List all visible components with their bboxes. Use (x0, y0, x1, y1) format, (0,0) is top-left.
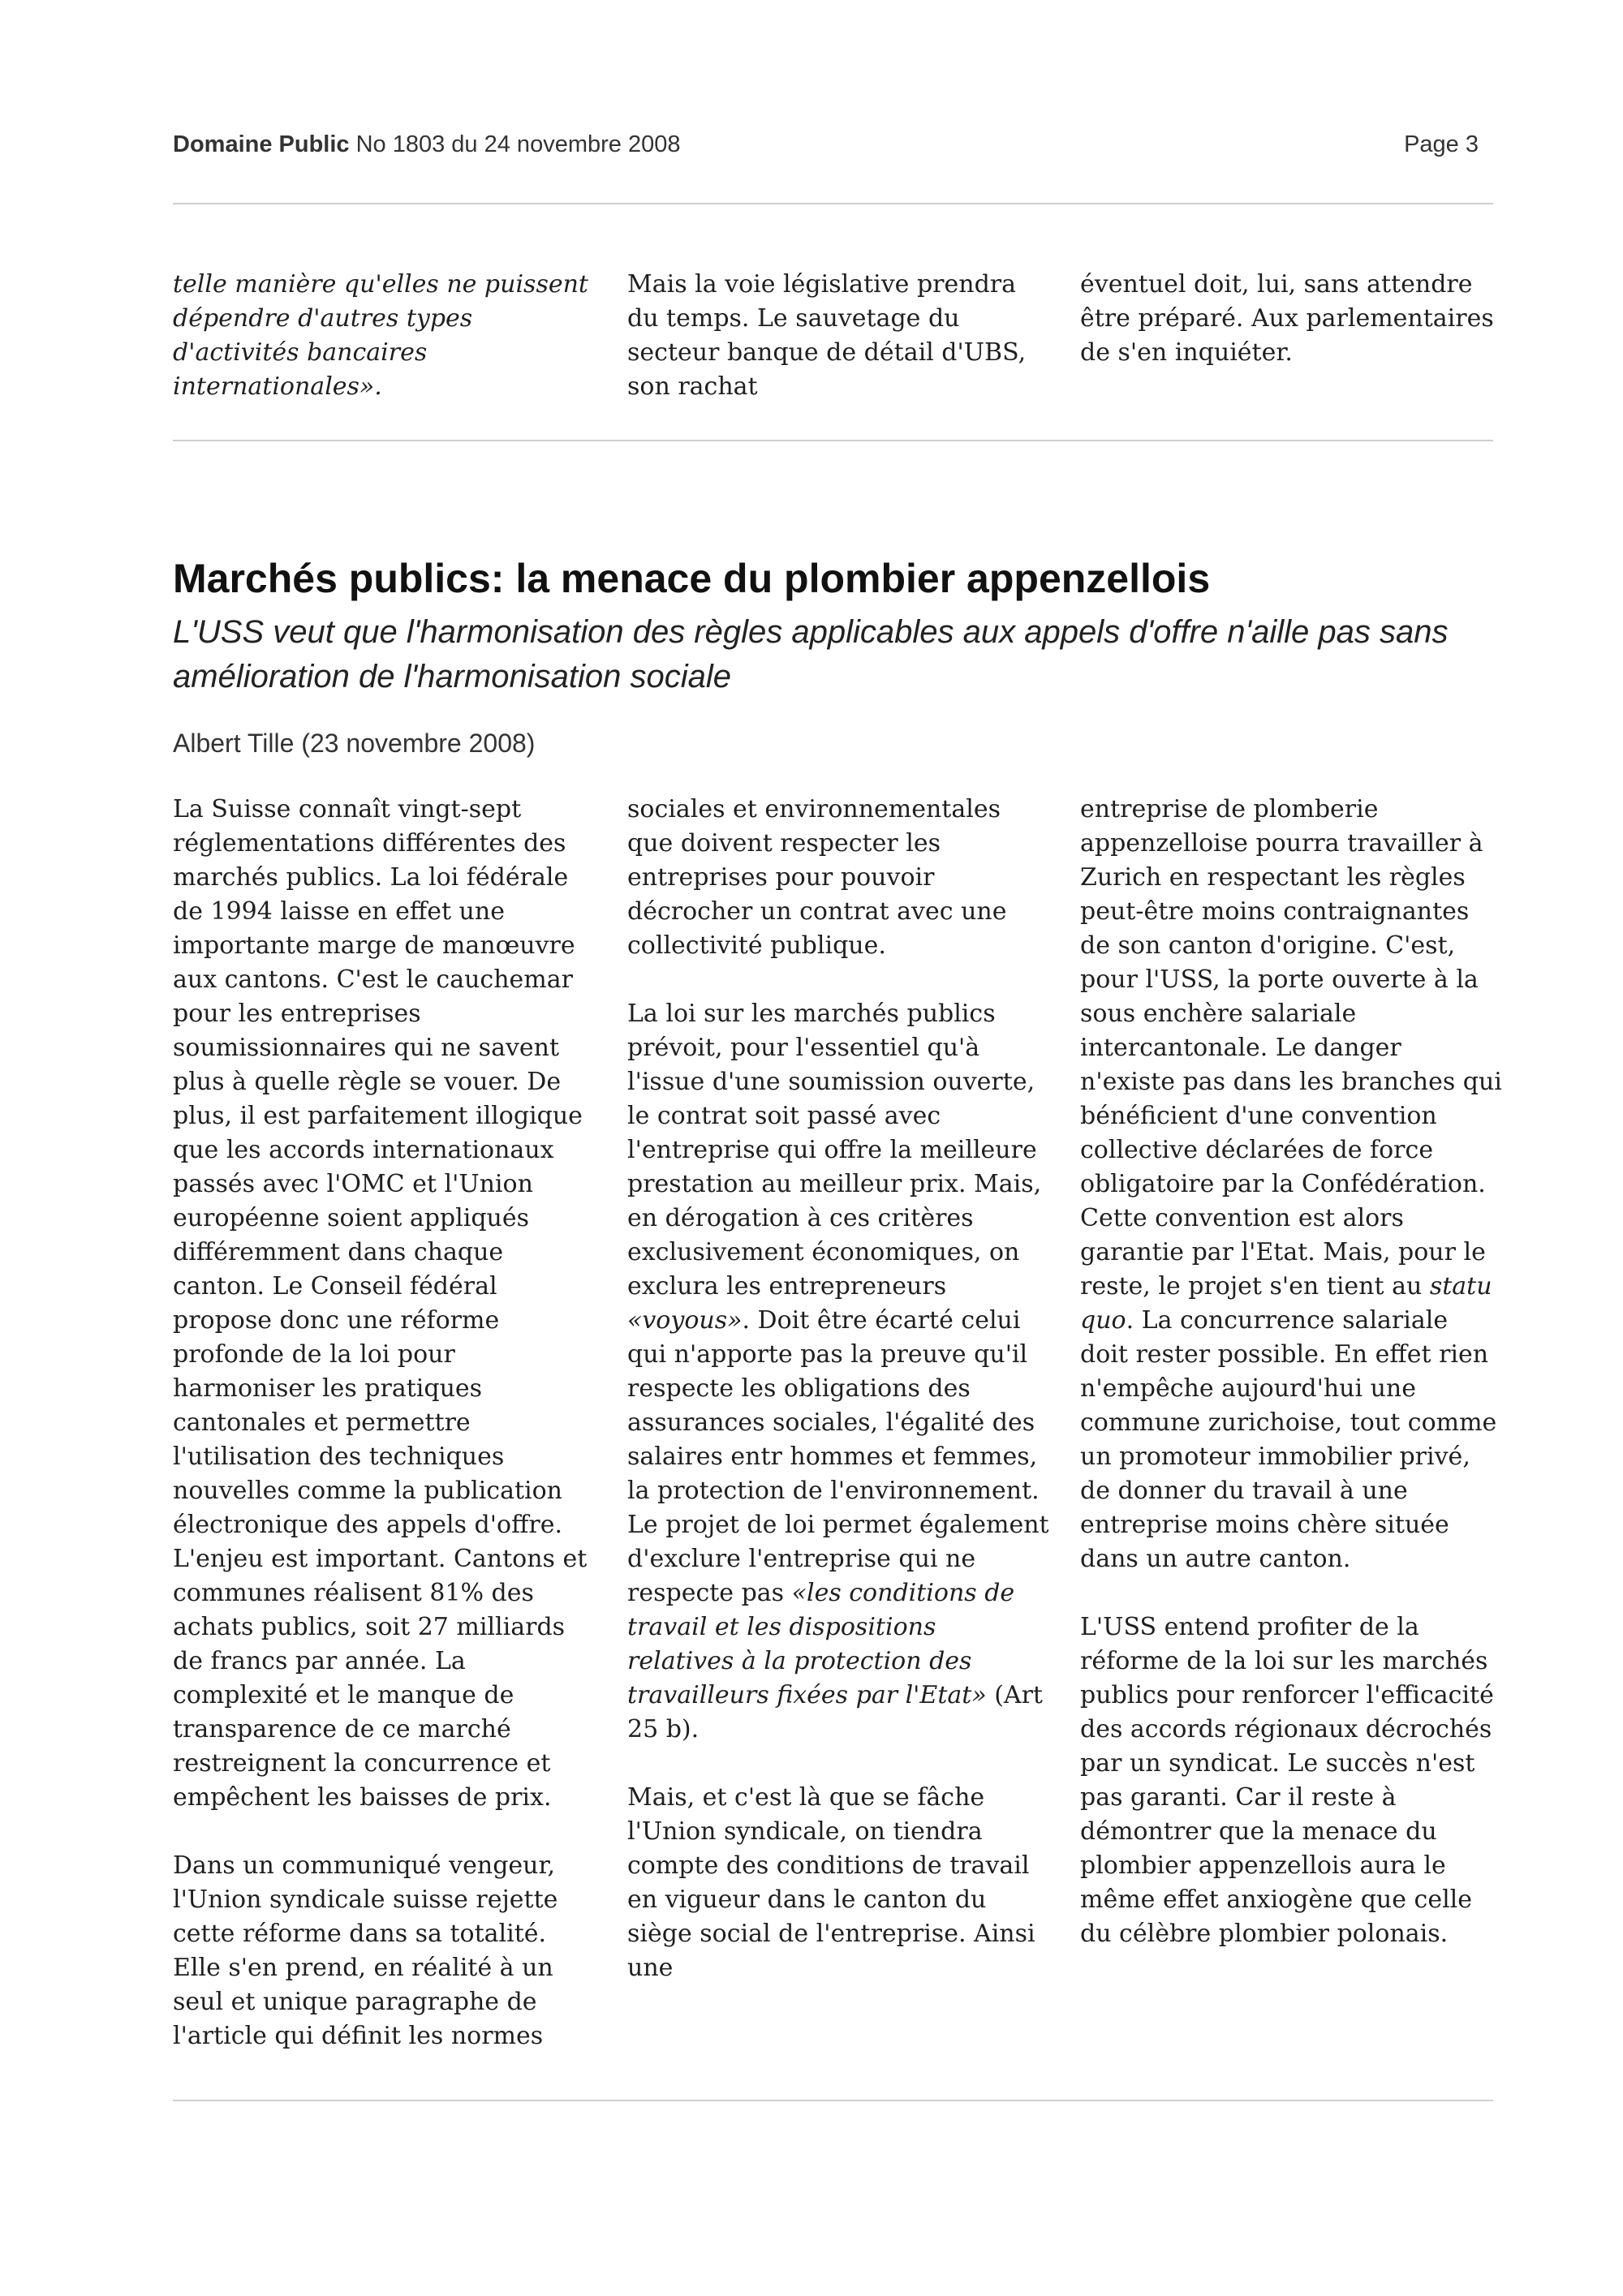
article-column-1 (173, 793, 595, 2053)
issue-info: No 1803 du 24 novembre 2008 (355, 131, 681, 157)
article-divider (173, 440, 1493, 441)
page-number: Page 3 (1404, 131, 1479, 157)
footer-divider (173, 2100, 1493, 2101)
previous-article-column-3 (1080, 268, 1502, 370)
article-paragraph: sociales et environnementales que doivent respecter les entreprises pour pouvoir décrocher un contrat avec une collectivité publique. (627, 795, 1007, 960)
article-paragraph: Mais, et c'est là que se fâche l'Union syndicale, on tiendra compte des conditions de travail en vigueur dans le canton du siège social de l'entreprise. Ainsi une (627, 1783, 1035, 1982)
quoted-term: «voyous» (627, 1306, 743, 1335)
previous-article-text: éventuel doit, lui, sans attendre être préparé. Aux parlementaires de s'en inquiéter. (1080, 270, 1494, 367)
latin-term: statu quo (1080, 1272, 1492, 1335)
paragraph-text: entreprise de plomberie appenzelloise pourra travailler à Zurich en respectant les règles peut-être moins contraignantes de son canton d'origine. C'est, pour l'USS, la porte ouverte à la sous enchère salariale intercantonale. Le danger n'existe pas dans les branches qui bénéficient d'une convention collective déclarées de force obligatoire par la Confédération. Cette convention est alors garantie par l'Etat. Mais, pour le reste, le projet s'en tient au (1080, 795, 1502, 1301)
publication-name: Domaine Public (173, 131, 350, 157)
article-paragraph: L'USS entend profiter de la réforme de la loi sur les marchés publics pour renforcer l'efficacité des accords régionaux décrochés par un syndicat. Le succès n'est pas garanti. Car il reste à démontrer que la menace du plombier appenzellois aura le même effet anxiogène que celle du célèbre plombier polonais. (1080, 1613, 1494, 1948)
paragraph-text: . La concurrence salariale doit rester possible. En effet rien n'empêche aujourd'hui une commune zurichoise, tout comme un promoteur immobilier privé, de donner du travail à une entreprise moins chère située dans un autre canton. (1080, 1306, 1497, 1573)
paragraph-text: . Doit être écarté celui qui n'apporte pas la preuve qu'il respecte les obligations des assurances sociales, l'égalité des salaires entr hommes et femmes, la protection de l'environnement. Le projet de loi permet également d'exclure l'entreprise qui ne respecte pas (627, 1306, 1049, 1607)
quoted-passage: «les conditions de travail et les dispositions relatives à la protection des travailleurs fixées par l'Etat» (627, 1579, 1015, 1709)
article-title: Marchés publics: la menace du plombier appenzellois (173, 556, 1211, 601)
article-paragraph (627, 997, 1049, 1747)
previous-article-quote: telle manière qu'elles ne puissent dépendre d'autres types d'activités bancaires internationales». (173, 270, 588, 401)
article-column-2 (627, 793, 1049, 1985)
page-header (173, 131, 1493, 170)
article-subtitle: L'USS veut que l'harmonisation des règles applicables aux appels d'offre n'aille pas sans amélioration de l'harmonisation sociale (173, 614, 1449, 694)
previous-article-text: Mais la voie législative prendra du temps. Le sauvetage du secteur banque de détail d'UBS, son rachat (627, 270, 1027, 401)
header-divider (173, 203, 1493, 204)
article-column-3 (1080, 793, 1502, 1951)
article-paragraph: La Suisse connaît vingt-sept réglementations différentes des marchés publics. La loi fédérale de 1994 laisse en effet une importante marge de manœuvre aux cantons. C'est le cauchemar pour les entreprises soumissionnaires qui ne savent plus à quelle règle se vouer. De plus, il est parfaitement illogique que les accords internationaux passés avec l'OMC et l'Union européenne soient appliqués différemment dans chaque canton. Le Conseil fédéral propose donc une réforme profonde de la loi pour harmoniser les pratiques cantonales et permettre l'utilisation des techniques nouvelles comme la publication électronique des appels d'offre. L'enjeu est important. Cantons et communes réalisent 81% des achats publics, soit 27 milliards de francs par année. La complexité et le manque de transparence de ce marché restreignent la concurrence et empêchent les baisses de prix. (173, 795, 588, 1812)
article-paragraph: Dans un communiqué vengeur, l'Union syndicale suisse rejette cette réforme dans sa totalité. Elle s'en prend, en réalité à un seul et unique paragraphe de l'article qui définit les normes (173, 1851, 558, 2050)
article-byline: Albert Tille (23 novembre 2008) (173, 729, 536, 758)
previous-article-column-1 (173, 268, 595, 404)
paragraph-text: La loi sur les marchés publics prévoit, pour l'essentiel qu'à l'issue d'une soumission ouverte, le contrat soit passé avec l'entreprise qui offre la meilleure prestation au meilleur prix. Mais, en dérogation à ces critères exclusivement économiques, on exclura les entrepreneurs (627, 1000, 1042, 1301)
previous-article-column-2 (627, 268, 1049, 404)
article-paragraph (1080, 793, 1502, 1576)
paragraph-text: (Art 25 b). (627, 1681, 1043, 1743)
